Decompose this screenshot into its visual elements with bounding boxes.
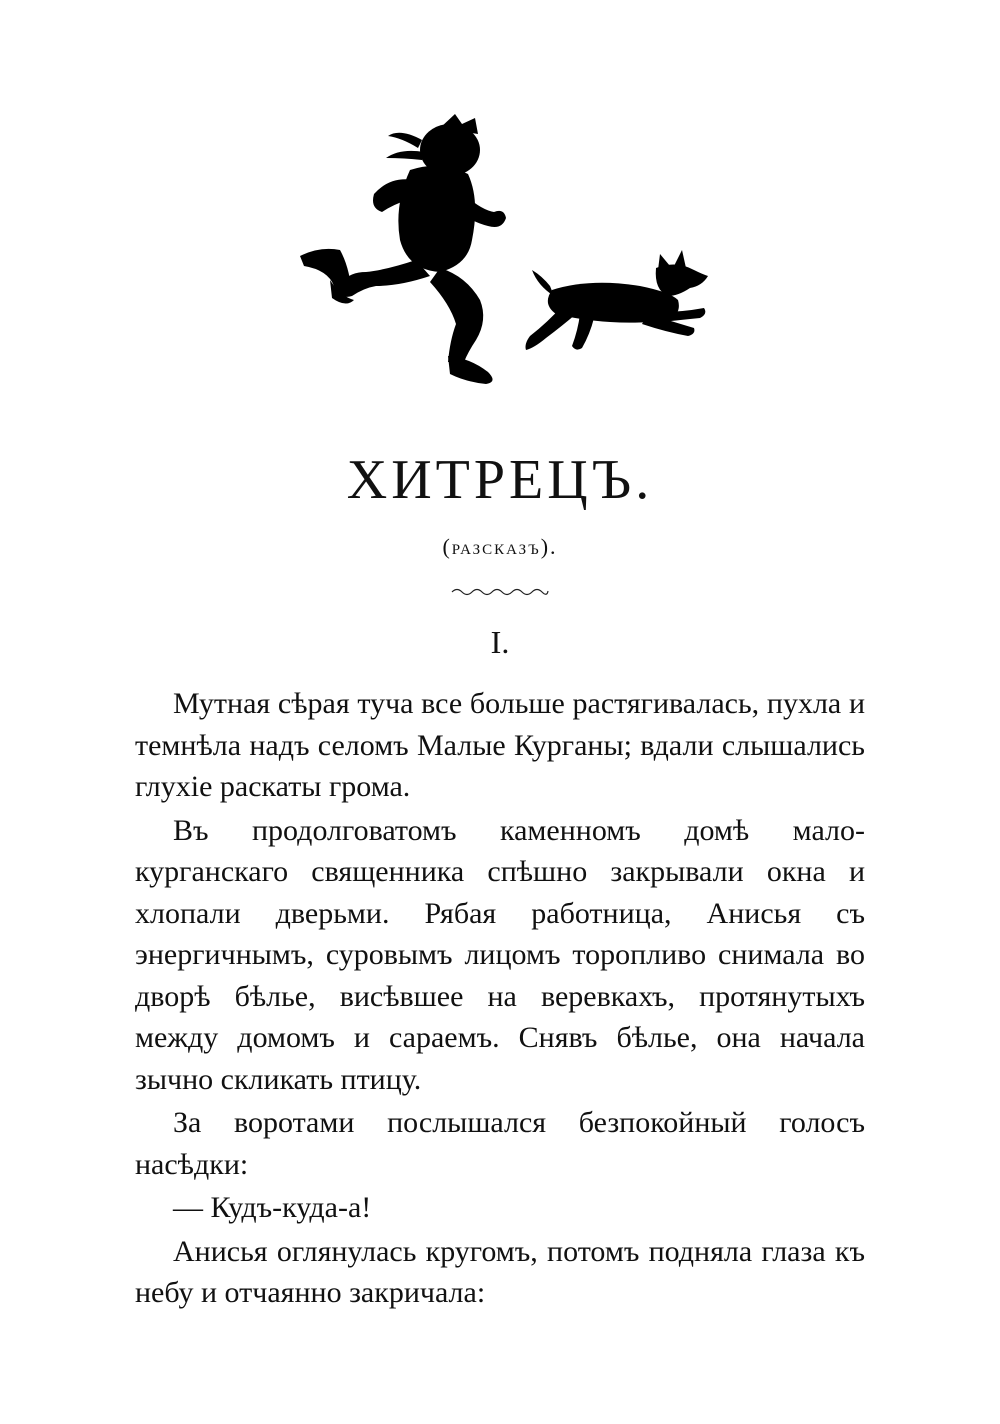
paragraph: За воротами послышался безпокойный голосъ насѣдки:	[135, 1106, 865, 1181]
chapter-number: I.	[490, 624, 510, 660]
story-title: ХИТРЕЦЪ.	[346, 449, 654, 511]
story-subtitle: (разсказъ).	[442, 534, 558, 559]
wavy-divider-icon	[450, 584, 550, 598]
story-text	[135, 683, 865, 1316]
paragraph: Въ продолговатомъ каменномъ домѣ мало-курганскаго священника спѣшно закрывали окна и хлопали дверьми. Рябая работница, Анисья съ энергичнымъ, суровымъ лицомъ торопливо снимала во дворѣ бѣлье, висѣвшее на веревкахъ, протянутыхъ между домомъ и сараемъ. Снявъ бѣлье, она начала зычно скликать птицу.	[135, 813, 865, 1096]
paragraph: — Кудъ-куда-а!	[173, 1191, 372, 1224]
paragraph: Анисья оглянулась кругомъ, потомъ подняла глаза къ небу и отчаянно закричала:	[135, 1234, 865, 1309]
running-boy-and-dog-silhouette-icon	[290, 100, 720, 400]
paragraph: Мутная сѣрая туча все больше растягивалась, пухла и темнѣла надъ селомъ Малые Курганы; вдали слышались глухіе раскаты грома.	[135, 687, 865, 803]
